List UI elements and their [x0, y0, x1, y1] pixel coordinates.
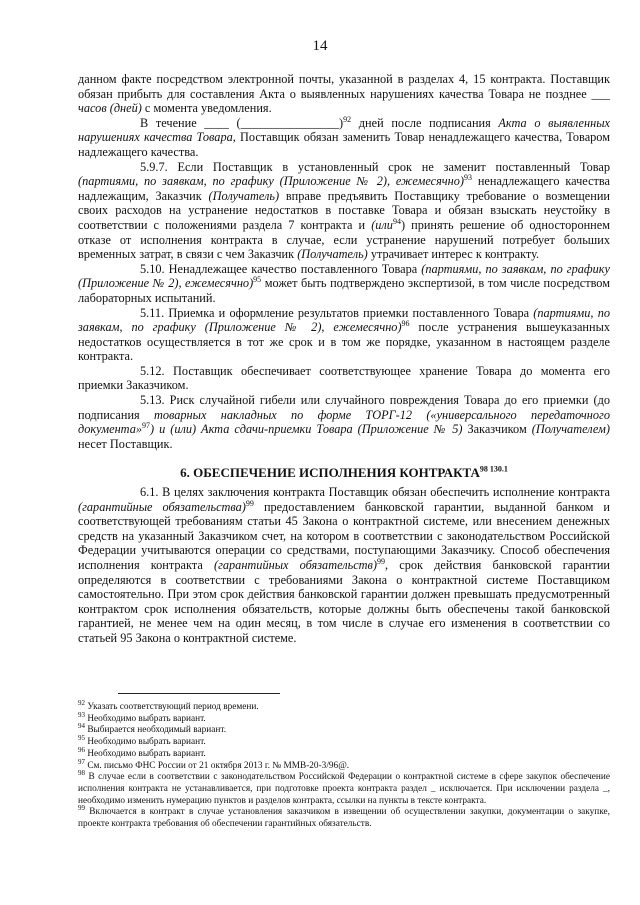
footnote-ref: 98 130.1 — [479, 465, 508, 475]
page-number: 14 — [312, 38, 328, 54]
footnote: $^{94}$ Выбирается необходимый вариант. — [78, 722, 227, 736]
footnote-ref: 94 — [392, 216, 401, 226]
paragraph-replacement-term: В течение ____ (________________)$^{92}$ дней после подписания Акта о выявленных нарушениях качества Товара, Поставщик обязан заменить Товар ненадлежащего качества, Товаром надлежащего качества. — [78, 114, 611, 159]
footnote: $^{93}$ Необходимо выбрать вариант. — [78, 710, 206, 724]
paragraph-5-9-7: 5.9.7. Если Поставщик в установленный срок не заменит поставленный Товар (партиями, по заявкам, по графику (Приложение № 2), ежемесячно)$^{93}$ ненадлежащего качества надлежащим, Заказчик (Получатель) вправе предъявить Поставщику требование о возмещении своих расходов на устранение недостатков в поставке Товара и обязан взыскать неустойку в соответствии с положениями раздела 7 контракта и (или$^{94}$) принять решение об одностороннем отказе от исполнения контракта в случае, если устранение нарушений потребует больших временных затрат, в связи с чем Заказчик (Получатель) утрачивает интерес к контракту. — [78, 159, 610, 262]
footnote-ref: 99 — [245, 498, 254, 508]
paragraph-5-10: 5.10. Ненадлежащее качество поставленного Товара (партиями, по заявкам, по графику (Приложение № 2), ежемесячно)$^{95}$ может быть подтверждено экспертизой, в том числе посредством лабораторных испытаний. — [78, 261, 610, 305]
footnote-ref: 92 — [343, 114, 352, 124]
footnotes — [78, 698, 610, 831]
footnote-ref: 95 — [253, 275, 262, 285]
paragraph-6-1: 6.1. В целях заключения контракта Поставщик обязан обеспечить исполнение контракта (гарантийные обязательства)$^{99}$ предоставлением банковской гарантии, выданной банком и соответствующей требованиям статьи 45 Закона о контрактной системе, или внесением денежных средств на указанный Заказчиком счет, на котором в соответствии с законодательством Российской Федерации учитываются операции со средствами, поступающими Заказчику. Способ обеспечения исполнения контракта (гарантийных обязательств)$^{99}$, срок действия банковской гарантии определяются в соответствии с требованиями Закона о контрактной системе Поставщиком самостоятельно. При этом срок действия банковской гарантии должен превышать предусмотренный контрактом срок исполнения обязательств, которые должны быть обеспечены такой банковской гарантией, не менее чем на один месяц, в том числе в случае его изменения в соответствии со статьей 95 Закона о контрактной системе. — [78, 485, 610, 645]
footnote: $^{92}$ Указать соответствующий период времени. — [78, 698, 259, 712]
section-6-heading: 6. ОБЕСПЕЧЕНИЕ ИСПОЛНЕНИЯ $КОНТРАКТА^{98 130.1}$ — [180, 465, 508, 481]
paragraph-5-11: 5.11. Приемка и оформление результатов приемки поставленного Товара (партиями, по заявкам, по графику (Приложение № 2), ежемесячно)$^{96}$ после устранения вышеуказанных недостатков осуществляется в тот же срок и в том же порядке, указанном в настоящем разделе контракта. — [78, 305, 610, 364]
footnote: $^{96}$ Необходимо выбрать вариант. — [78, 745, 206, 759]
footnote-ref: 99 — [376, 556, 385, 566]
contract-body — [78, 72, 610, 646]
paragraph-5-13: 5.13. Риск случайной гибели или случайного повреждения Товара до его приемки (до подписания товарных накладных по форме ТОРГ-12 («универсального передаточного документа»$^{97}$) и (или) Акта сдачи-приемки Товара (Приложение № 5) Заказчиком (Получателем) несет Поставщик. — [78, 393, 611, 451]
paragraph-5-9-6-continuation: данном факте посредством электронной почты, указанной в разделах 4, 15 контракта. Поставщик обязан прибыть для составления Акта о выявленных нарушениях качества Товара не позднее ___ часов (дней) с момента уведомления. — [78, 72, 610, 116]
footnote: $^{98}$ В случае если в соответствии с законодательством Российской Федерации о контрактной системе в сфере закупок обеспечение исполнения контракта не устанавливается, при подготовке проекта контракта раздел _ исключается. При исключении раздела _, необходимо изменить нумерацию пунктов и разделов контракта, ссылки на пункты в тексте контракта. — [78, 769, 610, 806]
footnote-ref: 96 — [401, 319, 410, 328]
footnote: $^{99}$ Включается в контракт в случае установления заказчиком в извещении об осуществлении закупки, документации о закупке, проекте контракта требования об обеспечении гарантийных обязательств. — [78, 804, 610, 830]
paragraph-5-12: 5.12. Поставщик обеспечивает соответствующее хранение Товара до момента его приемки Заказчиком. — [78, 363, 610, 393]
footnote-divider — [118, 693, 280, 694]
footnote-ref: 97 — [142, 421, 151, 431]
footnote-ref: 93 — [464, 173, 472, 183]
footnote: $^{97}$ См. письмо ФНС России от 21 октября 2013 г. № ММВ-20-3/96@. — [78, 757, 350, 771]
footnote: $^{95}$ Необходимо выбрать вариант. — [78, 734, 206, 748]
